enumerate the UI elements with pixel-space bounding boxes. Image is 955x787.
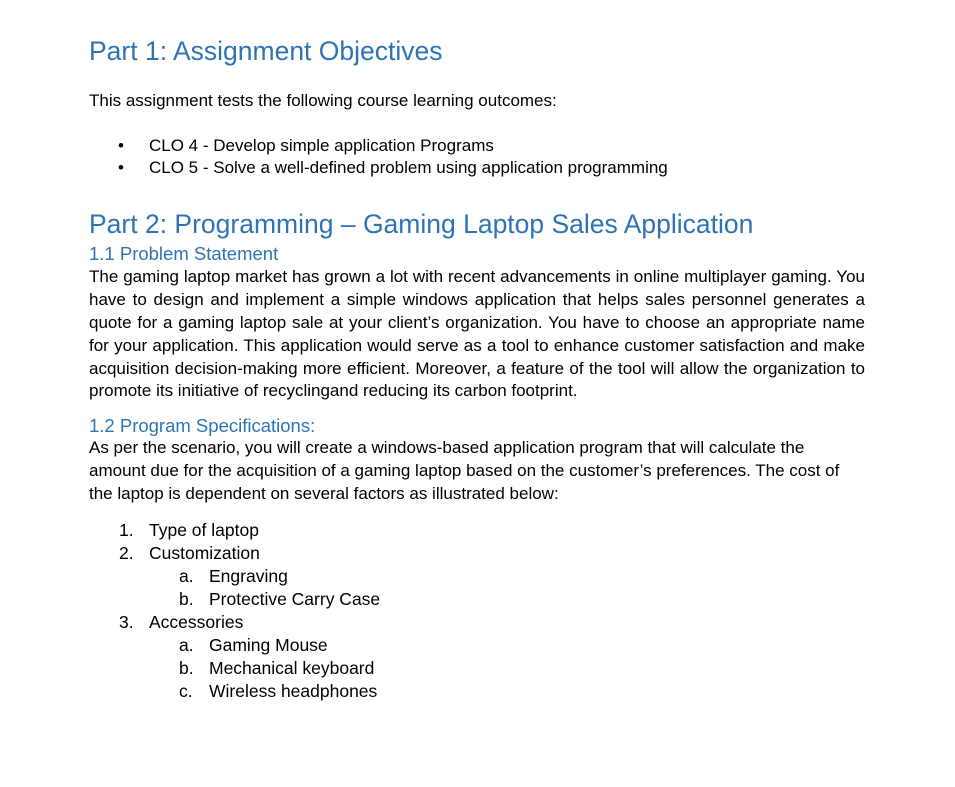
sub-list-letter: b. <box>179 589 194 610</box>
sub-list-item-label: Engraving <box>209 566 288 587</box>
list-item <box>89 519 865 542</box>
sub-list-item-label: Mechanical keyboard <box>209 658 375 679</box>
sub-list-item <box>89 588 865 611</box>
sub-list-letter: a. <box>179 635 194 656</box>
bullet-icon: • <box>118 158 124 178</box>
list-item-label: Customization <box>149 543 260 564</box>
list-number: 3. <box>119 612 134 633</box>
learning-outcomes-list <box>89 135 865 180</box>
outcome-label: CLO 5 - Solve a well-defined problem using application programming <box>149 158 668 178</box>
list-item <box>89 135 865 158</box>
list-item <box>89 611 865 634</box>
list-number: 1. <box>119 520 134 541</box>
program-specifications-text: As per the scenario, you will create a windows-based application program that will calculate the amount due for the acquisition of a gaming laptop based on the customer’s preferences. The cost of the laptop is dependent on several factors as illustrated below: <box>89 438 840 504</box>
cost-factors-list <box>89 519 865 703</box>
problem-statement-text: The gaming laptop market has grown a lot with recent advancements in online multiplayer gaming. You have to design and implement a simple windows application that helps sales personnel generates a quote for a gaming laptop sale at your client’s organization. You have to choose an appropriate name for your application. This application would serve as a tool to enhance customer satisfaction and make acquisition decision-making more efficient. Moreover, a feature of the tool will allow the organization to promote its initiative of recyclingand reducing its carbon footprint. <box>89 266 865 401</box>
sub-list-letter: a. <box>179 566 194 587</box>
sub-list-letter: c. <box>179 681 193 702</box>
part1-heading: Part 1: Assignment Objectives <box>89 36 443 66</box>
sub-list-item-label: Wireless headphones <box>209 681 378 702</box>
part2-heading: Part 2: Programming – Gaming Laptop Sales Application <box>89 208 754 239</box>
sub-list-item <box>89 565 865 588</box>
sub-list-item <box>89 680 865 703</box>
list-item-label: Type of laptop <box>149 520 259 541</box>
document-page <box>89 34 865 703</box>
list-number: 2. <box>119 543 134 564</box>
list-item <box>89 157 865 180</box>
outcome-label: CLO 4 - Develop simple application Programs <box>149 135 494 155</box>
sub-list-item <box>89 657 865 680</box>
program-specifications-heading: 1.2 Program Specifications: <box>89 415 316 437</box>
sub-list-letter: b. <box>179 658 194 679</box>
problem-statement-heading: 1.1 Problem Statement <box>89 242 279 264</box>
part1-intro: This assignment tests the following course learning outcomes: <box>89 91 557 110</box>
bullet-icon: • <box>118 135 124 155</box>
list-item-label: Accessories <box>149 612 244 633</box>
sub-list-item <box>89 634 865 657</box>
sub-list-item-label: Gaming Mouse <box>209 635 328 656</box>
sub-list-item-label: Protective Carry Case <box>209 589 381 610</box>
list-item <box>89 542 865 565</box>
